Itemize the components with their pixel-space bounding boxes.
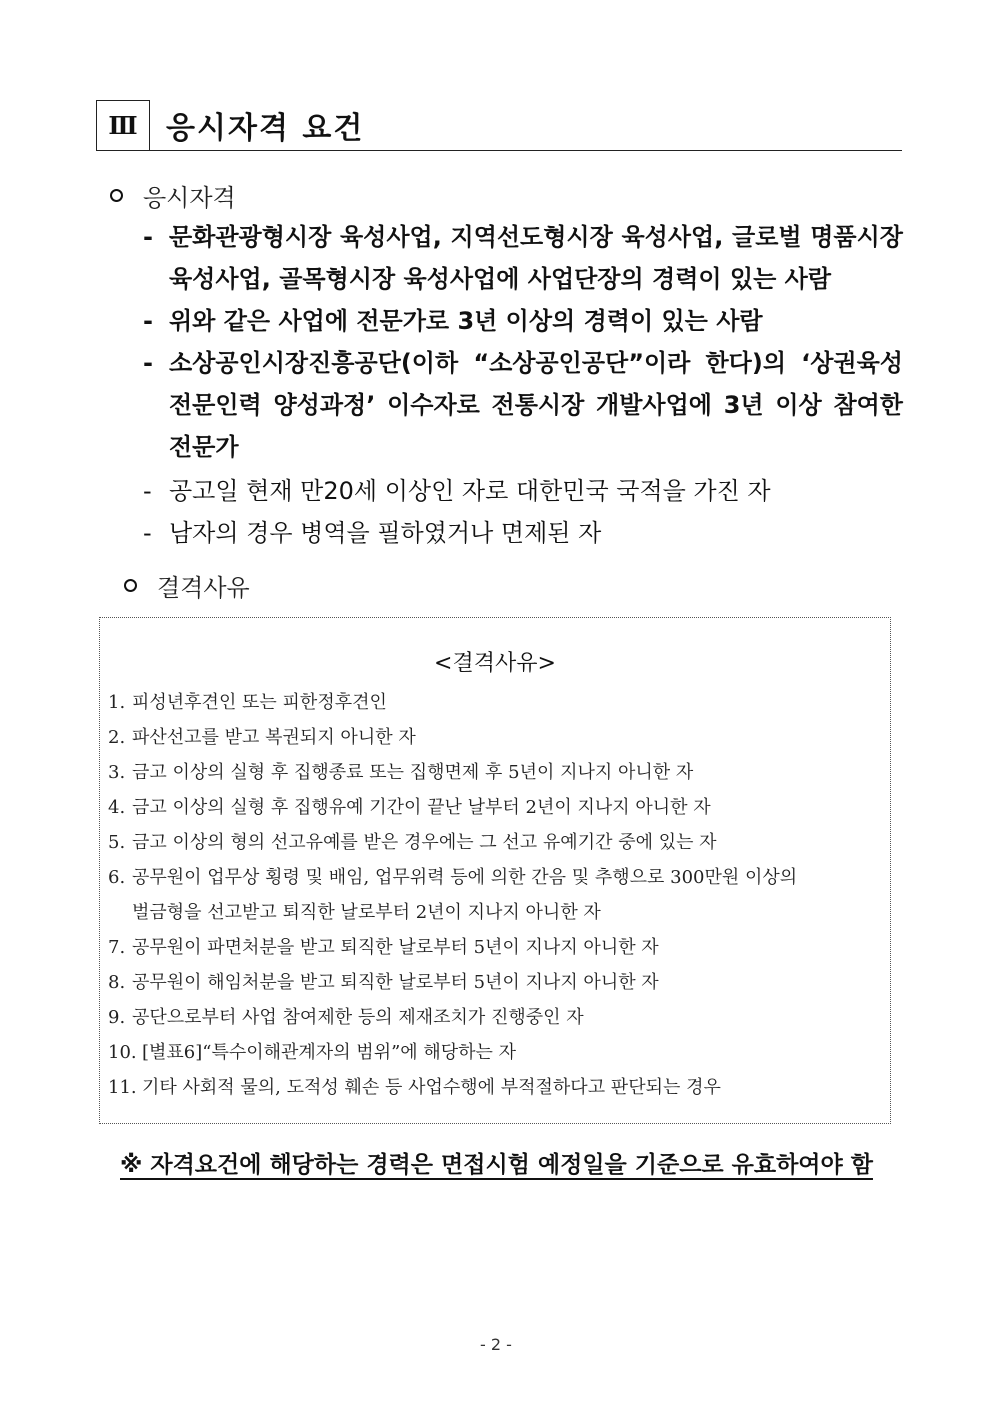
list-item: 11. 기타 사회적 물의, 도적성 훼손 등 사업수행에 부적절하다고 판단되는 경우 <box>108 1077 721 1098</box>
qualification-item <box>143 512 903 554</box>
disqualifications-list <box>108 685 883 1105</box>
list-item: 7. 공무원이 파면처분을 받고 퇴직한 날로부터 5년이 지나지 아니한 자 <box>108 937 659 958</box>
qualification-text: 소상공인시장진흥공단(이하 “소상공인공단”이라 한다)의 ‘상권육성 전문인력 양성과정’ 이수자로 전통시장 개발사업에 3년 이상 참여한 전문가 <box>169 349 903 461</box>
list-item: 4. 금고 이상의 실형 후 집행유예 기간이 끝난 날부터 2년이 지나지 아니한 자 <box>108 797 711 818</box>
list-item: 10. [별표6]“특수이해관계자의 범위”에 해당하는 자 <box>108 1042 517 1063</box>
qualifications-heading <box>110 178 236 213</box>
list-item: 8. 공무원이 해임처분을 받고 퇴직한 날로부터 5년이 지나지 아니한 자 <box>108 972 659 993</box>
disqualifications-heading <box>124 568 250 603</box>
dash-bullet: - <box>143 349 153 377</box>
qualification-item <box>143 216 903 300</box>
dash-bullet: - <box>143 519 152 547</box>
list-item: 5. 금고 이상의 형의 선고유예를 받은 경우에는 그 선고 유예기간 중에 있는 자 <box>108 832 717 853</box>
list-item: 1. 피성년후견인 또는 피한정후견인 <box>108 692 387 713</box>
qualifications-label: 응시자격 <box>143 184 236 212</box>
list-item: 2. 파산선고를 받고 복권되지 아니한 자 <box>108 727 416 748</box>
list-item: 3. 금고 이상의 실형 후 집행종료 또는 집행면제 후 5년이 지나지 아니한 자 <box>108 762 694 783</box>
list-item: 9. 공단으로부터 사업 참여제한 등의 제재조치가 진행중인 자 <box>108 1007 584 1028</box>
qualification-item <box>143 300 903 342</box>
section-title: 응시자격 요건 <box>166 111 365 146</box>
disqualifications-box <box>99 617 891 1124</box>
disqualifications-label: 결격사유 <box>157 574 250 602</box>
dash-bullet: - <box>143 477 152 505</box>
list-item: 6. 공무원이 업무상 횡령 및 배임, 업무위력 등에 의한 간음 및 추행으로 300만원 이상의 <box>108 867 798 888</box>
qualification-text: 위와 같은 사업에 전문가로 3년 이상의 경력이 있는 사람 <box>169 307 763 335</box>
section-header <box>96 100 902 151</box>
qualification-text: 남자의 경우 병역을 필하였거나 면제된 자 <box>169 519 602 547</box>
section-number-box: Ⅲ <box>96 100 150 150</box>
qualification-text: 문화관광형시장 육성사업, 지역선도형시장 육성사업, 글로벌 명품시장 육성사업, 골목형시장 육성사업에 사업단장의 경력이 있는 사람 <box>169 223 903 293</box>
qualification-item <box>143 470 903 512</box>
qualification-item <box>143 342 903 468</box>
circle-bullet-icon <box>110 189 123 202</box>
page-number: - 2 - <box>480 1335 512 1354</box>
dash-bullet: - <box>143 223 153 251</box>
validity-note: ※ 자격요건에 해당하는 경력은 면접시험 예정일을 기준으로 유효하여야 함 <box>120 1152 873 1178</box>
qualification-text: 공고일 현재 만20세 이상인 자로 대한민국 국적을 가진 자 <box>169 477 771 505</box>
list-item-continuation: 벌금형을 선고받고 퇴직한 날로부터 2년이 지나지 아니한 자 <box>132 902 601 923</box>
dash-bullet: - <box>143 307 153 335</box>
disqualifications-box-title: <결격사유> <box>434 651 556 676</box>
circle-bullet-icon <box>124 579 137 592</box>
